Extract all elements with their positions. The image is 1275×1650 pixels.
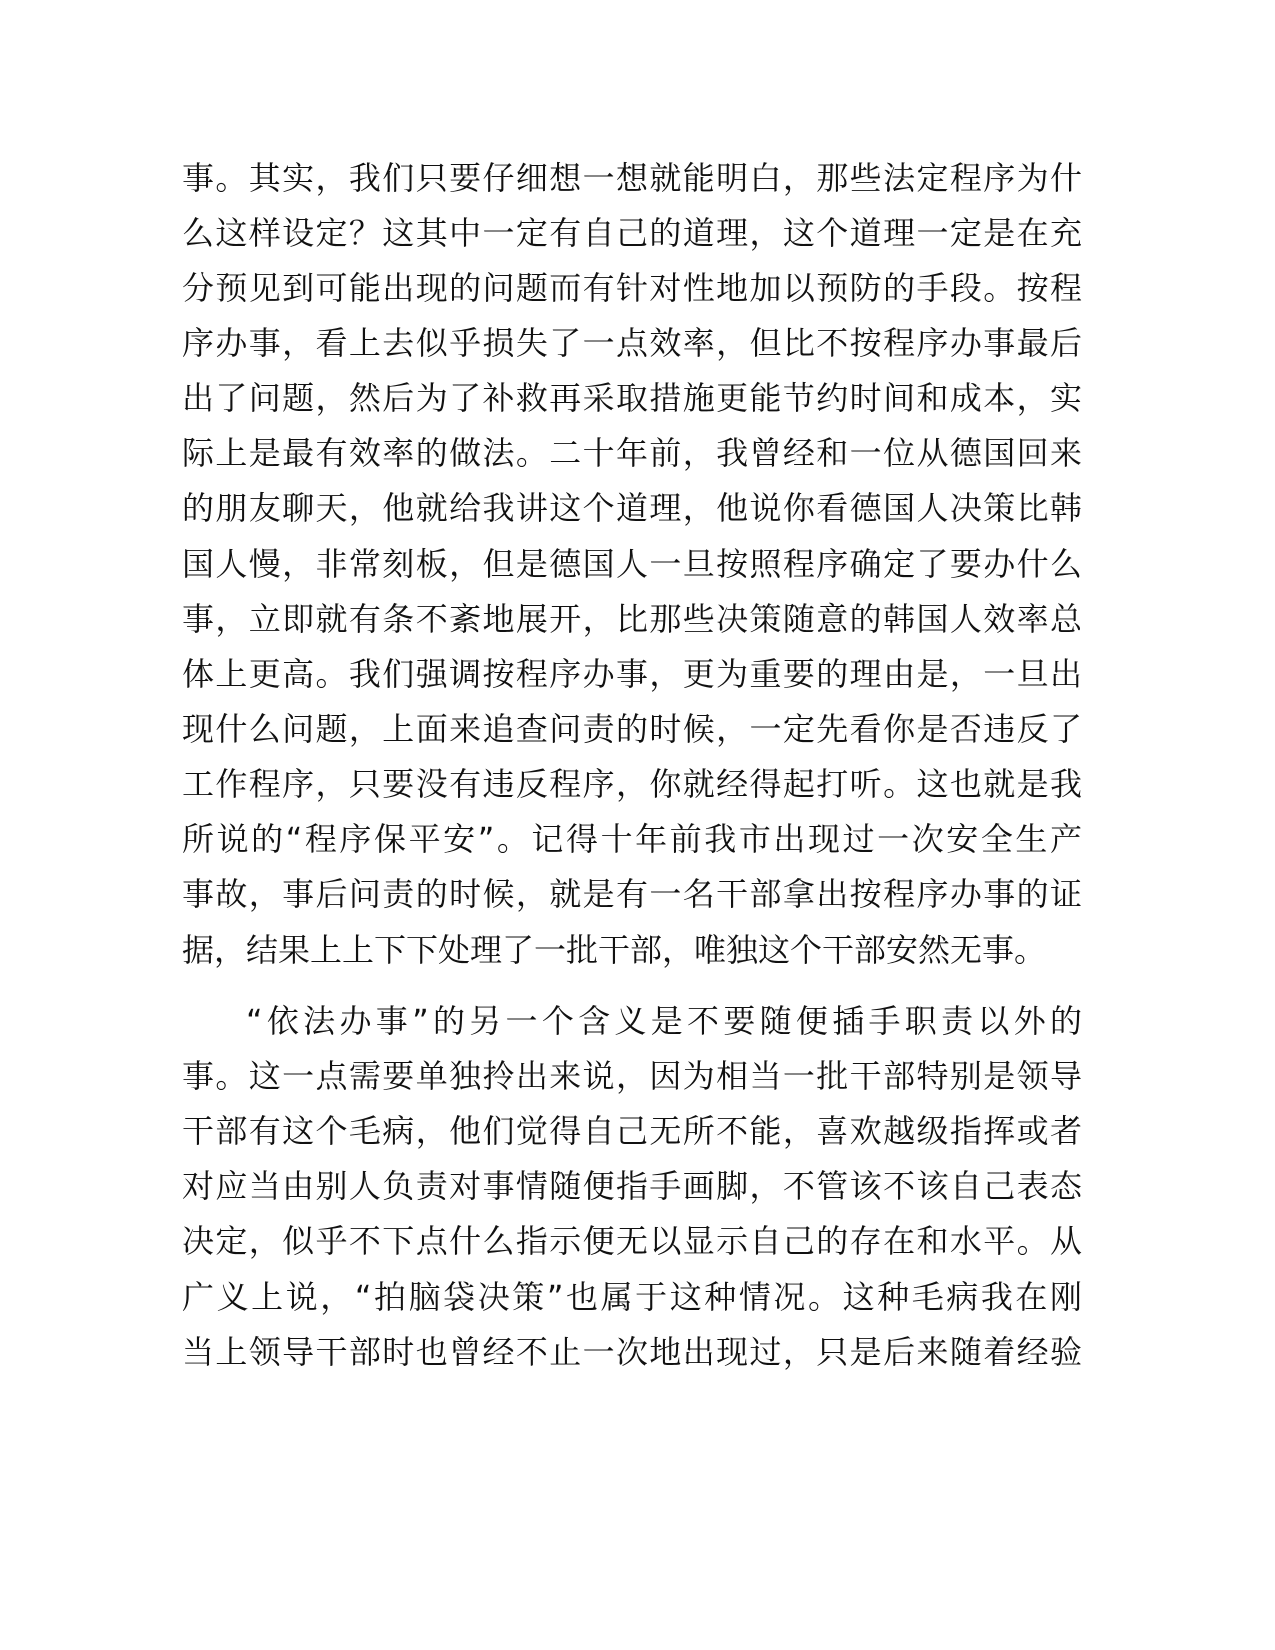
paragraph-1-line-8: 国人慢，非常刻板，但是德国人一旦按照程序确定了要办什么 bbox=[182, 545, 1082, 583]
paragraph-1-line-4: 序办事，看上去似乎损失了一点效率，但比不按程序办事最后 bbox=[182, 324, 1082, 362]
paragraph-1-line-14: 事故，事后问责的时候，就是有一名干部拿出按程序办事的证 bbox=[182, 875, 1082, 913]
paragraph-1-line-3: 分预见到可能出现的问题而有针对性地加以预防的手段。按程 bbox=[182, 269, 1082, 307]
paragraph-1-line-12: 工作程序，只要没有违反程序，你就经得起打听。这也就是我 bbox=[182, 765, 1082, 803]
paragraph-1-line-13: 所说的“程序保平安”。记得十年前我市出现过一次安全生产 bbox=[182, 820, 1082, 858]
paragraph-1-line-7: 的朋友聊天，他就给我讲这个道理，他说你看德国人决策比韩 bbox=[182, 489, 1082, 527]
paragraph-1-line-6: 际上是最有效率的做法。二十年前，我曾经和一位从德国回来 bbox=[182, 434, 1082, 472]
paragraph-1-line-1: 事。其实，我们只要仔细想一想就能明白，那些法定程序为什 bbox=[182, 159, 1082, 197]
paragraph-1-line-11: 现什么问题，上面来追查问责的时候，一定先看你是否违反了 bbox=[182, 710, 1082, 748]
paragraph-2-line-2: 事。这一点需要单独拎出来说，因为相当一批干部特别是领导 bbox=[182, 1057, 1082, 1095]
paragraph-1-line-10: 体上更高。我们强调按程序办事，更为重要的理由是，一旦出 bbox=[182, 655, 1082, 693]
paragraph-1-line-2: 么这样设定？这其中一定有自己的道理，这个道理一定是在充 bbox=[182, 214, 1082, 252]
paragraph-2-line-6: 广义上说，“拍脑袋决策”也属于这种情况。这种毛病我在刚 bbox=[182, 1278, 1082, 1316]
paragraph-1-line-15: 据，结果上上下下处理了一批干部，唯独这个干部安然无事。 bbox=[182, 931, 1047, 969]
paragraph-1-line-9: 事，立即就有条不紊地展开，比那些决策随意的韩国人效率总 bbox=[182, 600, 1082, 638]
paragraph-1-line-5: 出了问题，然后为了补救再采取措施更能节约时间和成本，实 bbox=[182, 379, 1082, 417]
paragraph-2-line-4: 对应当由别人负责对事情随便指手画脚，不管该不该自己表态 bbox=[182, 1167, 1082, 1205]
paragraph-2-line-7: 当上领导干部时也曾经不止一次地出现过，只是后来随着经验 bbox=[182, 1333, 1082, 1371]
paragraph-2-line-3: 干部有这个毛病，他们觉得自己无所不能，喜欢越级指挥或者 bbox=[182, 1112, 1082, 1150]
paragraph-2-line-1: “依法办事”的另一个含义是不要随便插手职责以外的 bbox=[246, 1002, 1082, 1040]
paragraph-2-line-5: 决定，似乎不下点什么指示便无以显示自己的存在和水平。从 bbox=[182, 1222, 1082, 1260]
